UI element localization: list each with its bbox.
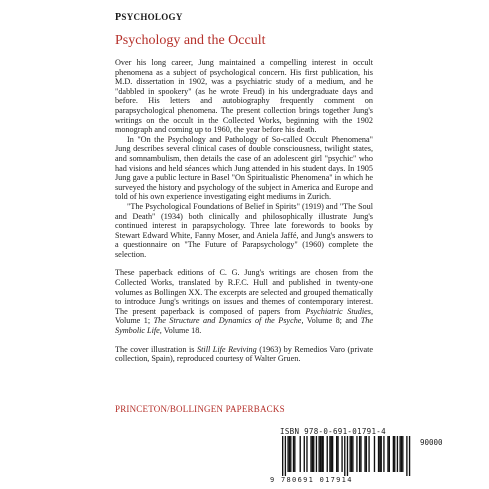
category-initial: P [115,12,122,23]
barcode-bar [352,436,353,472]
barcode-bar [290,436,291,472]
barcode-bar [347,436,348,476]
barcode-bar [313,436,314,472]
barcode-bar [344,436,345,476]
barcode-bar [320,436,321,472]
barcode-bar [336,436,337,472]
barcode-bar [327,436,328,472]
category-label [115,12,183,23]
barcode-bar [402,436,403,472]
barcode-bar [378,436,379,472]
barcode-bar [387,436,388,472]
barcode-bar [310,436,311,472]
barcode-bar [364,436,365,472]
publisher-imprint: PRINCETON/BOLLINGEN PAPERBACKS [115,404,285,414]
barcode-bar [399,436,400,472]
p4-text-a: These paperback editions of C. G. Jung's writings are chosen from the Collected Works, translated by R.F.C. Hull and published in twenty-one volumes as Bollingen XX. The excerpts are selected and grouped thematically to introduce Jung's writings on issues and themes of contemporary interest. The present paperback is composed of papers from [115,268,373,316]
barcode-bar [300,436,301,472]
paragraph-1: Over his long career, Jung maintained a compelling interest in occult phenomena as a subject of psychological concern. His first publication, his M.D. dissertation in 1902, was a psychiatric study of a medium, and he "dabbled in spookery" (as he wrote Freud) in his undergraduate days and before. His letters and autobiography frequently comment on parapsychological phenomena. The present collection brings together Jung's writings on the occult in the Collected Works, beginning with the 1902 monograph and coming up to 1960, the year before his death. [115,58,373,135]
barcode-bar [293,436,294,472]
barcode-bar [332,436,333,472]
p4-work-2: The Structure and Dynamics of the Psyche [153,316,302,326]
barcode-bar [379,436,380,472]
barcode-bar [285,436,286,476]
barcode-bar [381,436,382,472]
barcode-bar [406,436,407,476]
description [115,58,373,364]
p5-text-b: (1963) by Remedios Varo (private collection, Spain), reproduced courtesy of Walter Gruen. [115,344,373,364]
barcode-bar [294,436,295,472]
barcode-bar [397,436,398,472]
p4-text-b: , Volume 1; [115,306,373,326]
barcode-bar [350,436,351,472]
barcode-bar [360,436,361,472]
barcode-bar [383,436,384,472]
barcode-bar [282,436,283,476]
barcode-bar [359,436,360,472]
p5-work: Still Life Reviving [197,344,257,354]
p4-text-d: , Volume 18. [159,326,202,336]
barcode-bar [331,436,332,472]
barcode-bar [337,436,338,472]
p4-text-c: , Volume 8; and [301,316,361,326]
barcode-bar [368,436,369,472]
barcode-bar [356,436,357,472]
barcode-bar [409,436,410,476]
barcode-bar [316,436,317,472]
barcode-bar [389,436,390,472]
book-title: Psychology and the Occult [115,33,266,48]
isbn-label: ISBN 978-0-691-01791-4 [280,427,386,436]
paragraph-3: "The Psychological Foundations of Belief in Spirits" (1919) and "The Soul and Death" (1934) both clinically and philosophically illustrate Jung's continued interest in parapsychology. Three late forewords to books by Stewart Edward White, Fanny Moser, and Aniela Jaffé, and Jung's answers to a questionnaire on "The Future of Parapsychology" (1960) complete the selection. [115,201,373,259]
barcode-bar [341,436,342,472]
barcode-bar [394,436,395,472]
category-rest: SYCHOLOGY [121,12,183,22]
paragraph-4 [115,268,373,335]
barcode-bar [329,436,330,472]
barcode-bar [318,436,319,472]
barcode-bar [401,436,402,472]
barcode-bar [287,436,288,472]
price-code: 90000 [420,438,443,447]
paragraph-5 [115,345,373,364]
p4-work-3: The Symbolic Life [115,316,373,336]
p5-text-a: The cover illustration is [115,344,198,354]
barcode-bar [374,436,375,472]
barcode-bar [304,436,305,472]
barcode-bar [321,436,322,472]
p4-work-1: Psychiatric Studies [305,306,371,316]
barcode-bar [351,436,352,472]
barcode-digits: 9 780691 017914 [270,476,353,484]
paragraph-2: In "On the Psychology and Pathology of So-called Occult Phenomena" Jung describes several clinical cases of double consciousness, twilight states, and somnambulism, then details the case of an adolescent girl "psychic" who had visions and held séances which Jung attended in his student days. In 1905 Jung gave a public lecture in Basel "On Spiritualistic Phenomena" in which he surveyed the history and psychology of the subject in America and Europe and told of his own experience investigating eight mediums in Zurich. [115,134,373,202]
barcode-bar [312,436,313,472]
barcode-bar [366,436,367,472]
barcode-bar [306,436,307,472]
barcode-bar [289,436,290,472]
barcode-bar [323,436,324,472]
barcode-image [276,436,418,476]
barcode-bar [393,436,394,472]
